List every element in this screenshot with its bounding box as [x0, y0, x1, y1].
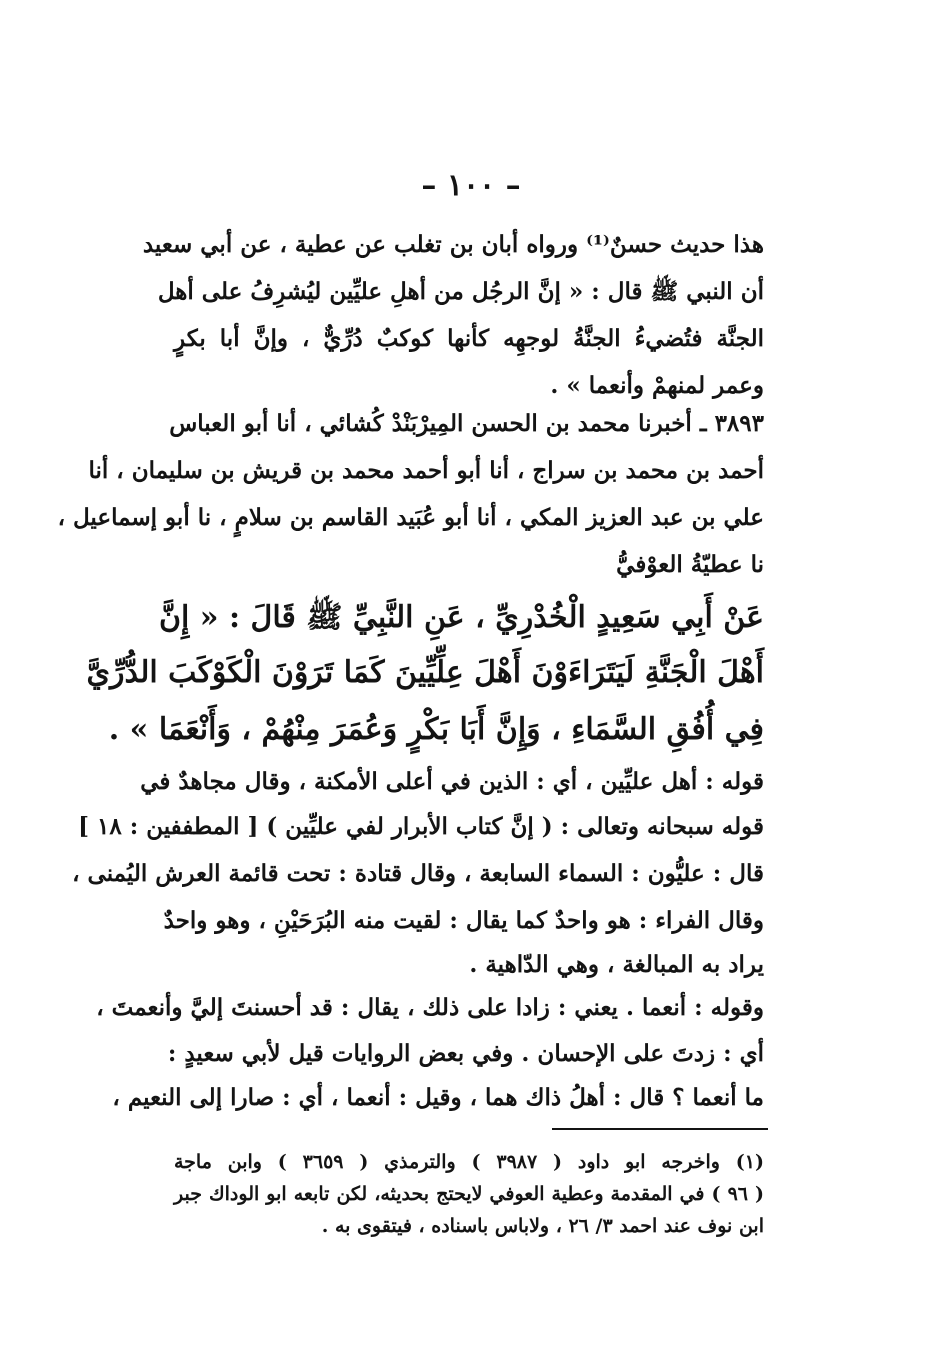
- isnad-line: أحمد بن محمد بن سراج ، أنا أبو أحمد محمد بن قريش بن سليمان ، أنا: [88, 457, 764, 484]
- commentary-line: قوله سبحانه وتعالى : ( إنَّ كتاب الأبرار لفي عليِّين ) [ المطففين : ١٨ ]: [78, 813, 764, 840]
- commentary-line: قال : عليُّون : السماء السابعة ، وقال قتادة : تحت قائمة العرش اليُمنى ،: [72, 860, 764, 887]
- isnad-line: علي بن عبد العزيز المكي ، أنا أبو عُبَيد القاسم بن سلامٍ ، نا أبو إسماعيل ،: [57, 504, 764, 531]
- commentary-line: ما أنعما ؟ قال : أهلُ ذاك هما ، وقيل : أنعما ، أي : صارا إلى النعيم ،: [112, 1084, 764, 1111]
- isnad-line: نا عطيّةُ العوْفيُّ: [616, 551, 764, 578]
- commentary-line: قوله : أهل عليِّين ، أي : الذين في أعلى الأمكنة ، وقال مجاهدٌ في: [140, 768, 764, 795]
- commentary-line: وقوله : أنعما . يعني : زادا على ذلك ، يقال : قد أحسنتَ إليَّ وأنعمتَ ،: [96, 994, 764, 1021]
- paragraph1-line: وعمر لمنهمْ وأنعما » .: [550, 372, 764, 399]
- commentary-line: أي : زدتَ على الإحسان . وفي بعض الروايات قيل لأبي سعيدٍ :: [167, 1040, 764, 1067]
- footnote-line: (١) واخرجه ابو داود ( ٣٩٨٧ ) والترمذي ( ٣٦٥٩ ) وابن ماجة: [174, 1151, 765, 1173]
- commentary-line: يراد به المبالغة ، وهي الدّاهية .: [469, 951, 764, 978]
- hadith-line: أَهْلَ الْجَنَّةِ لَيَتَرَاءَوْنَ أَهْلَ عِلِّيِّينَ كَمَا تَرَوْنَ الْكَوْكَبَ الدُّرِّيَّ: [86, 655, 764, 690]
- page-number: – ١٠٠ –: [421, 168, 521, 203]
- isnad-line: ٣٨٩٣ ـ أخبرنا محمد بن الحسن المِيرْبَنْدْ كُشائي ، أنا أبو العباس: [169, 410, 764, 437]
- paragraph1-line: هذا حديث حسنٌ⁽¹⁾ ورواه أبان بن تغلب عن عطية ، عن أبي سعيد: [142, 231, 764, 258]
- footnote-line: ( ٩٦ ) في المقدمة وعطية العوفي لايحتج بحديثه، لكن تابعه ابو الوداك جبر: [174, 1183, 764, 1205]
- footnote-separator: [552, 1128, 768, 1130]
- hadith-line: عَنْ أَبِي سَعِيدٍ الْخُدْرِيِّ ، عَنِ النَّبِيِّ ﷺ قَالَ : « إِنَّ: [159, 600, 764, 635]
- hadith-line: فِي أُفُقِ السَّمَاءِ ، وَإِنَّ أَبَا بَكْرٍ وَعُمَرَ مِنْهُمْ ، وَأَنْعَمَا » .: [108, 712, 764, 747]
- paragraph1-line: أن النبي ﷺ قال : « إنَّ الرجُل من أهلِ عليِّين ليُشرِفُ على أهل: [157, 278, 764, 305]
- paragraph1-line: الجنَّة فتُضيءُ الجنَّةُ لوجهِه كأنها كوكبٌ دُرِّيٌّ ، وإنَّ أبا بكرٍ: [174, 325, 764, 352]
- footnote-line: ابن نوف عند احمد ٣/ ٢٦ ، ولاباس باسناده ، فيتقوى به .: [321, 1215, 764, 1237]
- commentary-line: وقال الفراء : هو واحدٌ كما يقال : لقيت منه البُرَحَيْنِ ، وهو واحدٌ: [163, 907, 764, 934]
